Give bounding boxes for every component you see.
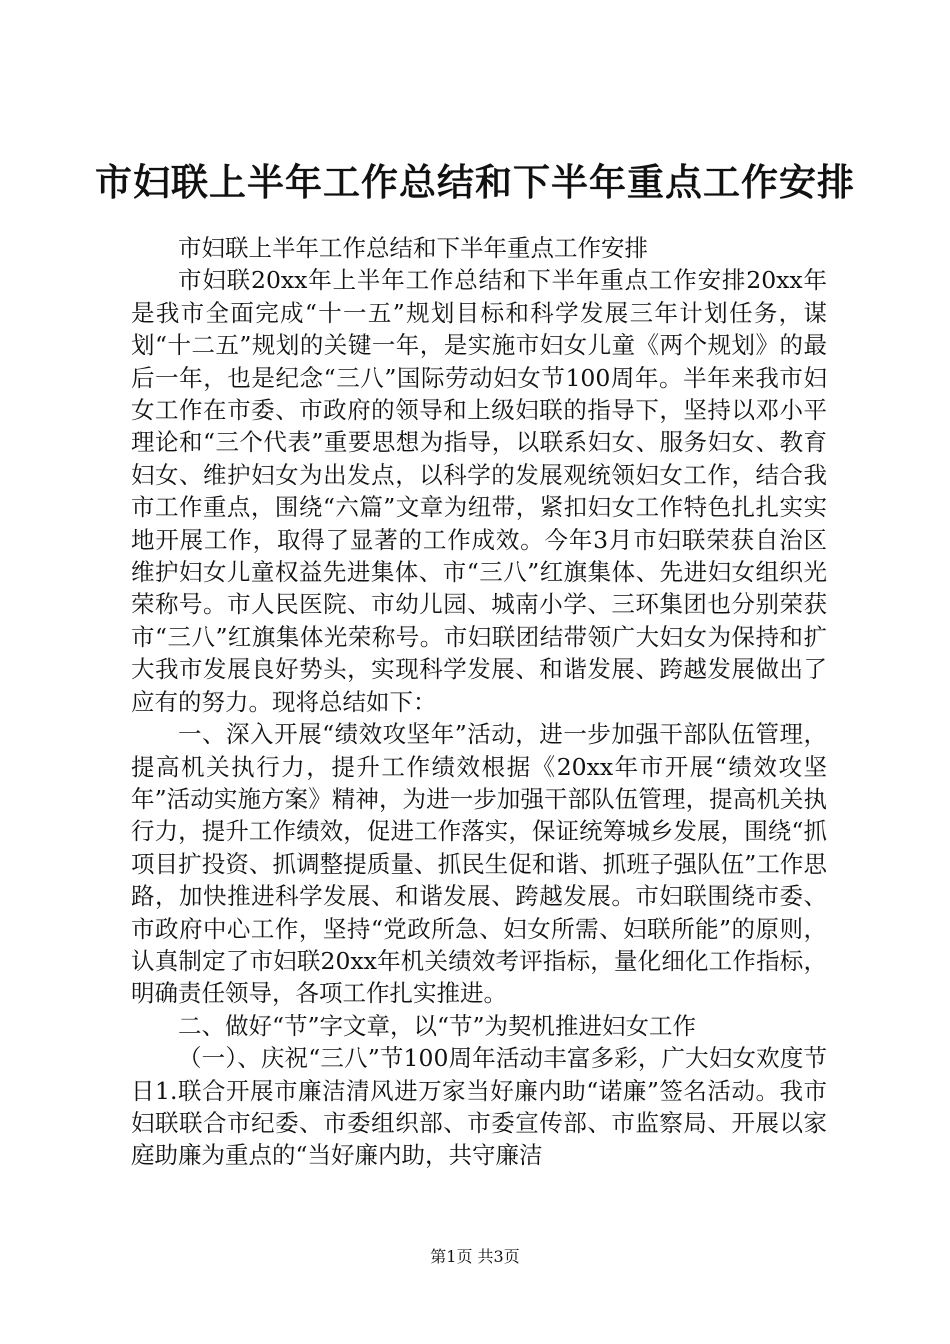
- paragraph-section-two-item-one: （一）、庆祝“三八”节100周年活动丰富多彩，广大妇女欢度节日1.联合开展市廉洁清风进万家当好廉内助“诺廉”签名活动。我市妇联联合市纪委、市委组织部、市委宣传部、市监察局、开展以家庭助廉为重点的“当好廉内助，共守廉洁: [131, 1044, 827, 1170]
- page-footer: 第1页 共3页: [430, 1247, 520, 1266]
- paragraph-intro: 市妇联20xx年上半年工作总结和下半年重点工作安排20xx年是我市全面完成“十一五”规划目标和科学发展三年计划任务，谋划“十二五”规划的关键一年，是实施市妇女儿童《两个规划》的最后一年，也是纪念“三八”国际劳动妇女节100周年。半年来我市妇女工作在市委、市政府的领导和上级妇联的指导下，坚持以邓小平理论和“三个代表”重要思想为指导，以联系妇女、服务妇女、教育妇女、维护妇女为出发点，以科学的发展观统领妇女工作，结合我市工作重点，围绕“六篇”文章为纽带，紧扣妇女工作特色扎扎实实地开展工作，取得了显著的工作成效。今年3月市妇联荣获自治区维护妇女儿童权益先进集体、市“三八”红旗集体、先进妇女组织光荣称号。市人民医院、市幼儿园、城南小学、三环集团也分别荣获市“三八”红旗集体光荣称号。市妇联团结带领广大妇女为保持和扩大我市发展良好势头，实现科学发展、和谐发展、跨越发展做出了应有的努力。现将总结如下：: [131, 266, 827, 716]
- paragraph-section-one: 一、深入开展“绩效攻坚年”活动，进一步加强干部队伍管理，提高机关执行力，提升工作绩效根据《20xx年市开展“绩效攻坚年”活动实施方案》精神，为进一步加强干部队伍管理，提高机关执行力，提升工作绩效，促进工作落实，保证统筹城乡发展，围绕“抓项目扩投资、抓调整提质量、抓民生促和谐、抓班子强队伍”工作思路，加快推进科学发展、和谐发展、跨越发展。市妇联围绕市委、市政府中心工作，坚持“党政所急、妇女所需、妇联所能”的原则，认真制定了市妇联20xx年机关绩效考评指标，量化细化工作指标，明确责任领导，各项工作扎实推进。: [131, 720, 827, 1008]
- document-body: [131, 232, 827, 1172]
- paragraph-section-two-heading: 二、做好“节”字文章，以“节”为契机推进妇女工作: [178, 1011, 697, 1040]
- paragraph-subtitle: 市妇联上半年工作总结和下半年重点工作安排: [178, 234, 648, 262]
- document-title: 市妇联上半年工作总结和下半年重点工作安排: [95, 161, 855, 204]
